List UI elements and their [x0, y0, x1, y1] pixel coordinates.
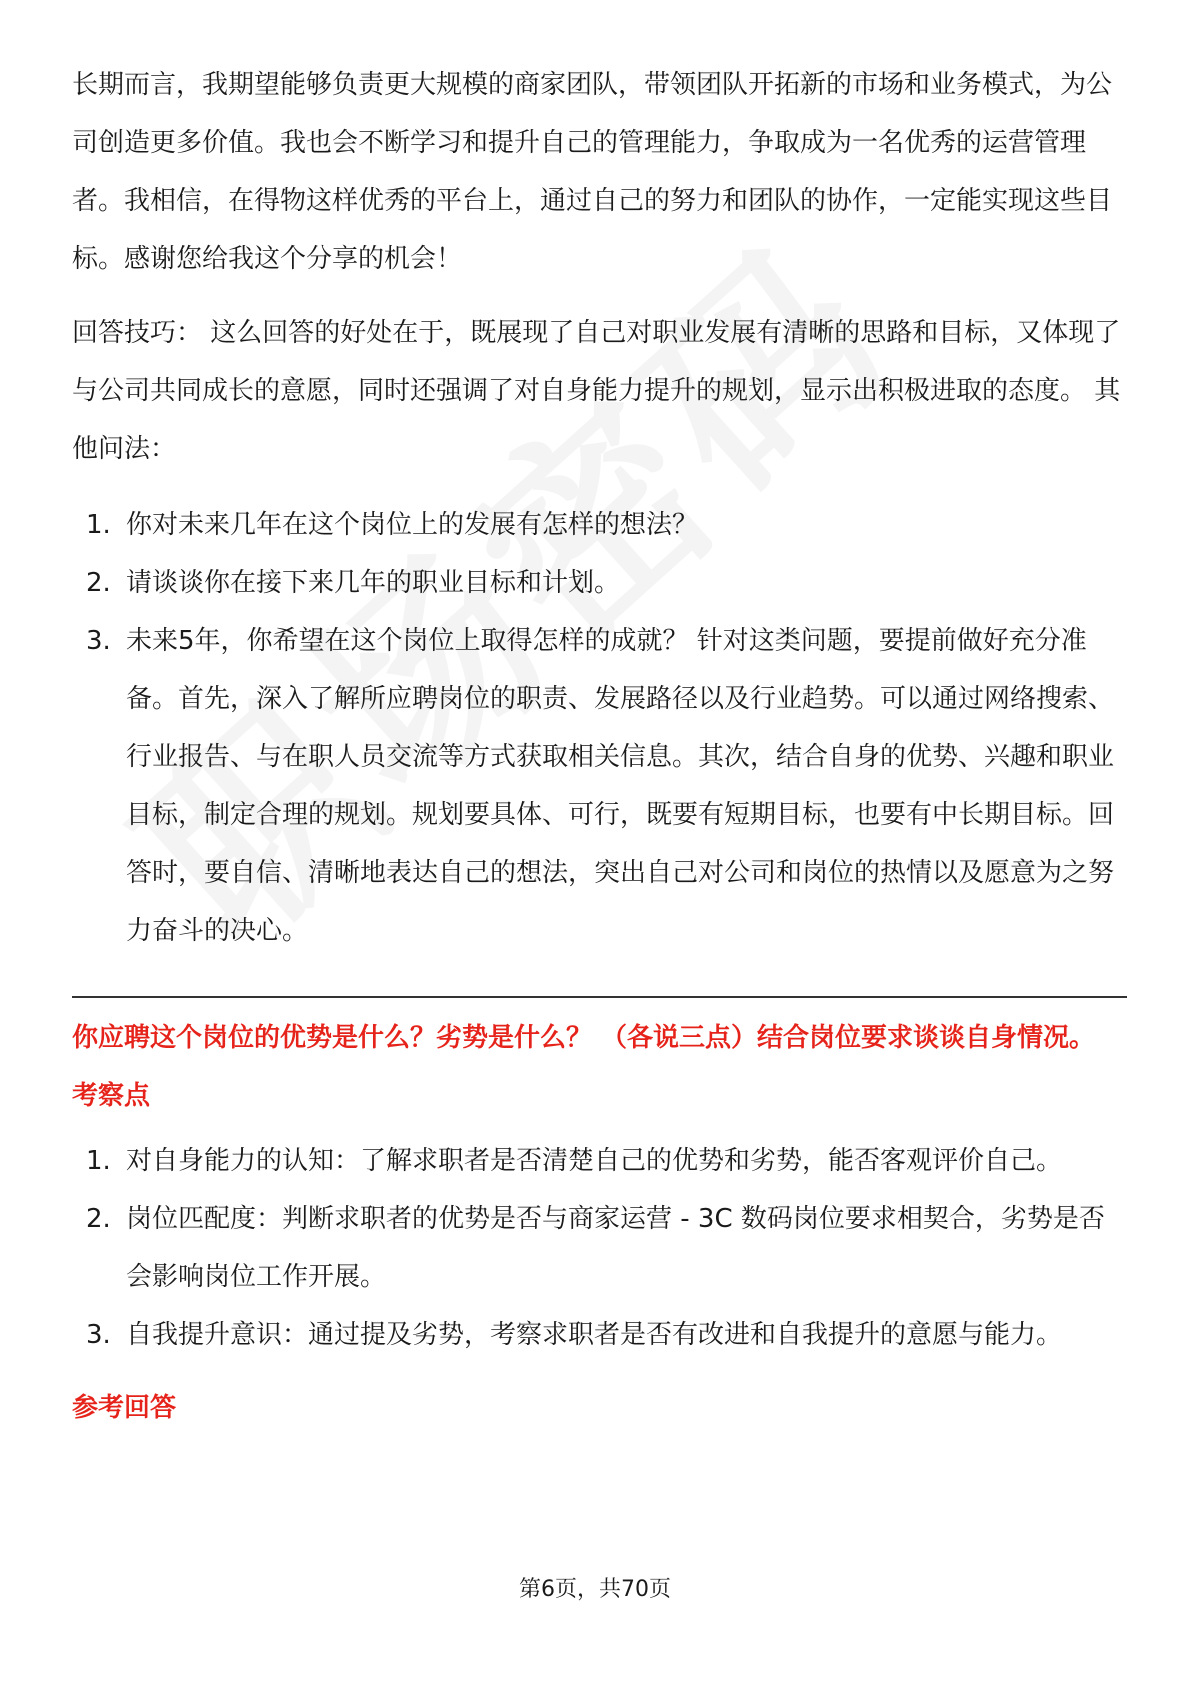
other-questions-list [72, 496, 1122, 960]
list-item-text: 自我提升意识：通过提及劣势，考察求职者是否有改进和自我提升的意愿与能力。 [126, 1320, 1063, 1350]
list-number: 2. [86, 1204, 111, 1234]
list-item-text: 岗位匹配度：判断求职者的优势是否与商家运营 - 3C 数码岗位要求相契合，劣势是否会影响岗位工作开展。 [126, 1204, 1105, 1292]
list-number: 1. [86, 510, 111, 540]
list-item [72, 612, 1122, 960]
list-item-text: 你对未来几年在这个岗位上的发展有怎样的想法？ [126, 510, 699, 540]
list-item [72, 554, 1122, 612]
list-number: 1. [86, 1146, 111, 1176]
list-item-text: 对自身能力的认知：了解求职者是否清楚自己的优势和劣势，能否客观评价自己。 [126, 1146, 1063, 1176]
list-item [72, 1132, 1122, 1190]
paragraph-answer-tips: 回答技巧： 这么回答的好处在于，既展现了自己对职业发展有清晰的思路和目标，又体现了与公司共同成长的意愿，同时还强调了对自身能力提升的规划，显示出积极进取的态度。 其他问法： [72, 318, 1121, 464]
list-item [72, 1306, 1122, 1364]
list-item [72, 1190, 1122, 1306]
list-item-text: 请谈谈你在接下来几年的职业目标和计划。 [126, 568, 621, 598]
list-number: 3. [86, 1320, 111, 1350]
paragraph-closing: 长期而言，我期望能够负责更大规模的商家团队，带领团队开拓新的市场和业务模式，为公司创造更多价值。我也会不断学习和提升自己的管理能力，争取成为一名优秀的运营管理者。我相信，在得物这样优秀的平台上，通过自己的努力和团队的协作，一定能实现这些目标。感谢您给我这个分享的机会！ [72, 70, 1113, 274]
list-item [72, 496, 1122, 554]
page-content [72, 56, 1122, 1426]
section-divider [72, 996, 1127, 998]
page-footer: 第6页，共70页 [519, 1577, 671, 1602]
assessment-points-list [72, 1132, 1122, 1364]
list-item-text: 未来5年，你希望在这个岗位上取得怎样的成就？ 针对这类问题，要提前做好充分准备。首先，深入了解所应聘岗位的职责、发展路径以及行业趋势。可以通过网络搜索、行业报告、与在职人员交流等方式获取相关信息。其次，结合自身的优势、兴趣和职业目标，制定合理的规划。规划要具体、可行，既要有短期目标，也要有中长期目标。回答时，要自信、清晰地表达自己的想法，突出自己对公司和岗位的热情以及愿意为之努力奋斗的决心。 [126, 626, 1115, 946]
list-number: 2. [86, 568, 111, 598]
question-heading: 你应聘这个岗位的优势是什么？劣势是什么？ （各说三点）结合岗位要求谈谈自身情况。 [72, 1023, 1096, 1053]
assessment-points-heading: 考察点 [72, 1081, 151, 1111]
reference-answer-heading: 参考回答 [72, 1393, 177, 1423]
list-number: 3. [86, 626, 111, 656]
